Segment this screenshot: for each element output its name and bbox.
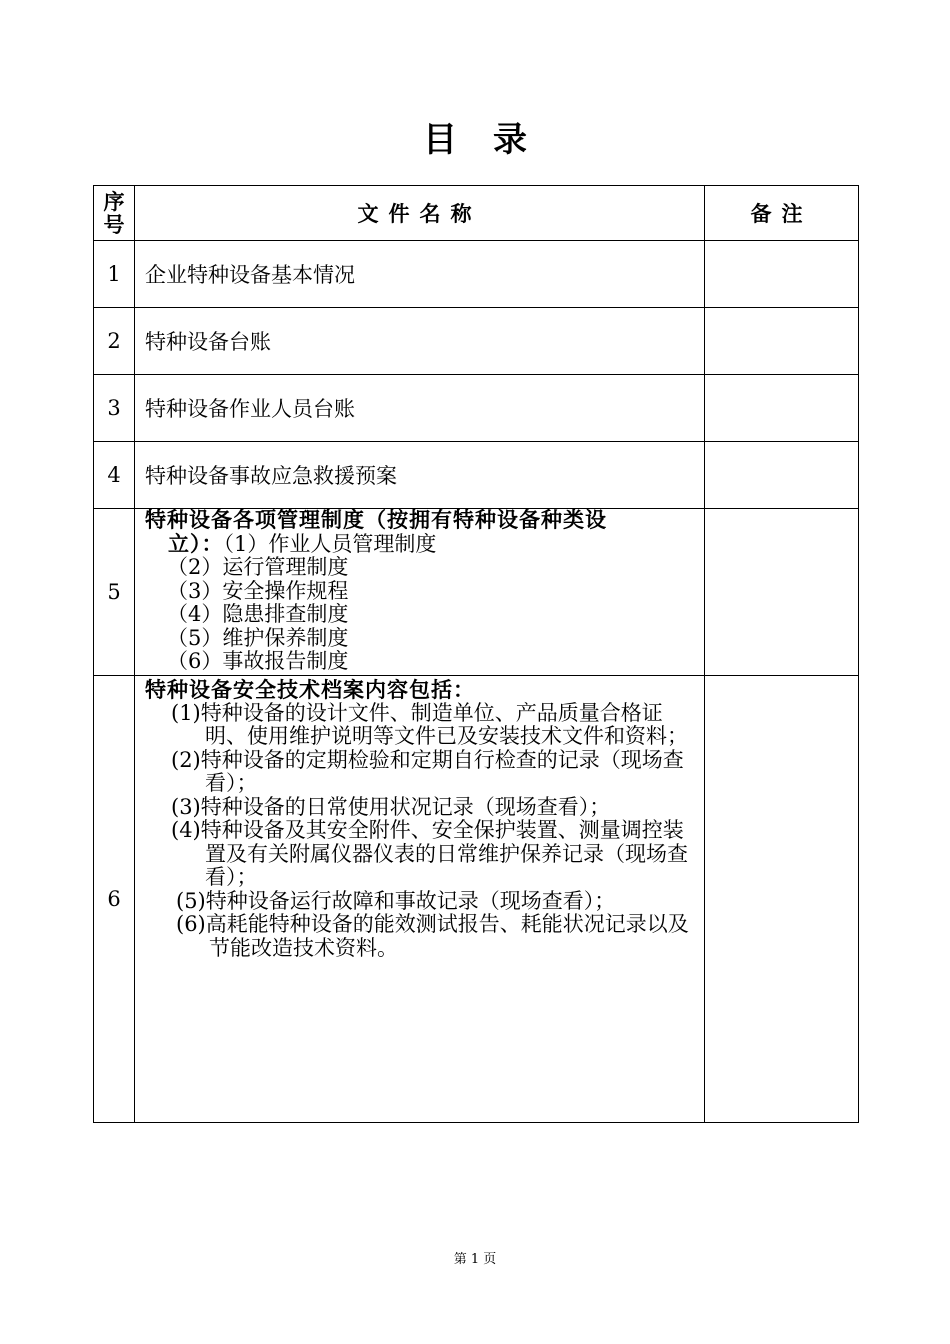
row-number: 2 (94, 308, 135, 375)
archive-heading: 特种设备安全技术档案内容包括： (145, 677, 475, 702)
list-item: （5）维护保养制度 (167, 625, 349, 650)
row-remarks (705, 308, 859, 375)
row-number: 3 (94, 375, 135, 442)
header-seq-top: 序 (103, 189, 125, 214)
list-item: （6）事故报告制度 (167, 649, 349, 674)
contents-table (93, 185, 859, 1123)
header-seq (94, 186, 135, 241)
management-heading: 特种设备各项管理制度（按拥有特种设备种类设 (145, 507, 607, 533)
table-row (94, 676, 859, 1123)
row-text: 特种设备台账 (135, 308, 705, 375)
management-heading-cont: 立）： (168, 530, 224, 556)
row-remarks (705, 676, 859, 1123)
row-number: 5 (94, 509, 135, 676)
table-row (94, 241, 859, 308)
list-item: (2)特种设备的定期检验和定期自行检查的记录（现场查看）； (171, 747, 684, 795)
header-remarks: 备注 (705, 186, 859, 241)
list-item: （2）运行管理制度 (167, 555, 349, 580)
row-text: 特种设备事故应急救援预案 (135, 442, 705, 509)
page-title (0, 112, 950, 161)
list-item: (6)高耗能特种设备的能效测试报告、耗能状况记录以及节能改造技术资料。 (176, 912, 689, 960)
row-text (135, 509, 705, 676)
list-item: (3)特种设备的日常使用状况记录（现场查看）； (171, 794, 611, 819)
table-row (94, 442, 859, 509)
list-item: (1)特种设备的设计文件、制造单位、产品质量合格证明、使用维护说明等文件已及安装技术文件和资料； (171, 700, 688, 748)
header-file-name: 文件名称 (135, 186, 705, 241)
list-item: （1）作业人员管理制度 (223, 531, 437, 556)
list-item: （3）安全操作规程 (167, 578, 349, 603)
list-item: （4）隐患排查制度 (167, 602, 349, 627)
row-number: 6 (94, 676, 135, 1123)
row-remarks (705, 442, 859, 509)
header-seq-bottom: 号 (103, 212, 125, 237)
table-row (94, 509, 859, 676)
row-text: 特种设备作业人员台账 (135, 375, 705, 442)
table-row (94, 375, 859, 442)
list-item: (5)特种设备运行故障和事故记录（现场查看）； (176, 888, 616, 913)
row-remarks (705, 509, 859, 676)
row-text (135, 676, 705, 1123)
row-text: 企业特种设备基本情况 (135, 241, 705, 308)
table-row (94, 308, 859, 375)
row-number: 4 (94, 442, 135, 509)
table-header-row (94, 186, 859, 241)
row-remarks (705, 375, 859, 442)
page-title-char-2: 录 (493, 120, 527, 160)
row-number: 1 (94, 241, 135, 308)
list-item: (4)特种设备及其安全附件、安全保护装置、测量调控装置及有关附属仪器仪表的日常维护保养记录（现场查看）； (171, 818, 688, 889)
row-remarks (705, 241, 859, 308)
page-number: 第 1 页 (453, 1252, 497, 1267)
page-title-char-1: 目 (423, 120, 457, 160)
